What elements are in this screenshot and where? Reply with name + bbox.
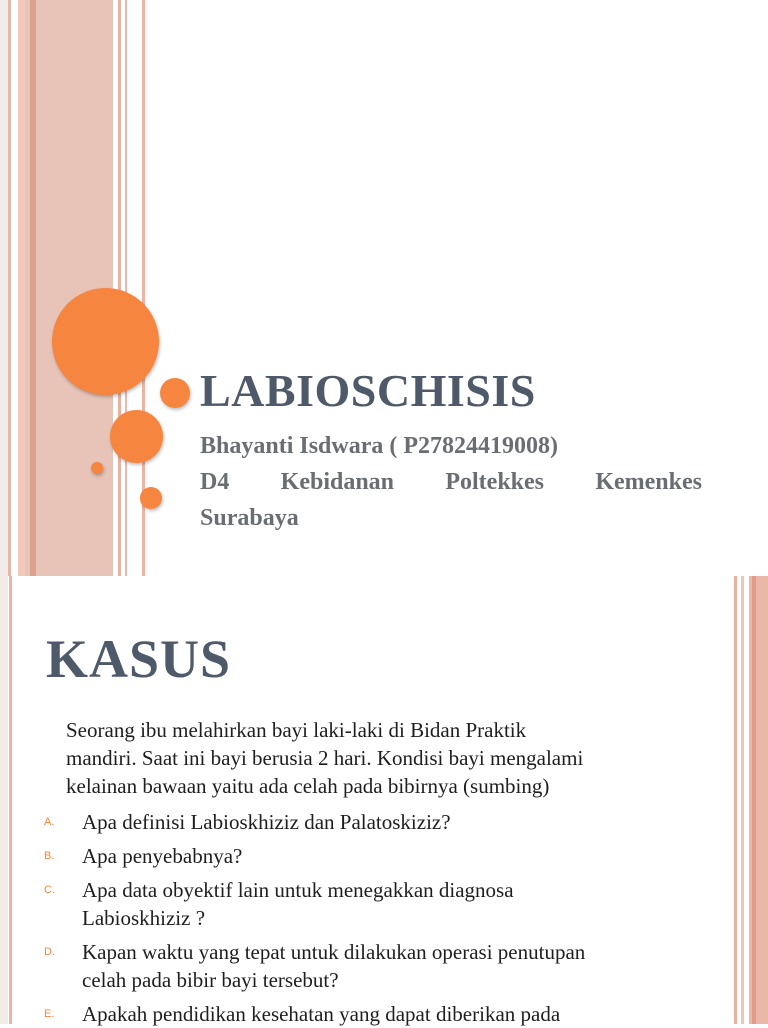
question-text: Apakah pendidikan kesehatan yang dapat diberikan pada (82, 1002, 561, 1026)
case-description-line: mandiri. Saat ini bayi berusia 2 hari. Kondisi bayi mengalami (66, 746, 584, 770)
case-description-line: kelainan bawaan yaitu ada celah pada bibirnya (sumbing) (66, 774, 550, 798)
decorative-circle-large (52, 288, 159, 395)
decorative-stripe (752, 576, 756, 1024)
decorative-stripe (734, 576, 737, 1024)
slide-subtitle (200, 428, 702, 536)
decorative-stripe (0, 576, 8, 1024)
list-item (44, 938, 684, 994)
decorative-stripe (0, 0, 8, 576)
decorative-stripe (125, 0, 127, 576)
question-list (44, 808, 684, 1028)
list-item (44, 876, 684, 932)
decorative-stripe (741, 576, 744, 1024)
list-item (44, 808, 684, 836)
decorative-stripe (9, 576, 12, 1024)
institution-line-2: Surabaya (200, 505, 299, 531)
case-description (66, 716, 686, 800)
decorative-stripe (18, 0, 25, 576)
list-marker: A. (44, 816, 55, 828)
case-title: KASUS (46, 629, 232, 689)
list-marker: E. (44, 1008, 55, 1020)
decorative-circle-small (91, 462, 103, 474)
decorative-stripe (30, 0, 36, 576)
list-marker: C. (44, 884, 55, 896)
decorative-circle (140, 487, 162, 509)
slide-title: LABIOSCHISIS (200, 365, 536, 416)
question-text: Apa definisi Labioskhiziz dan Palatoskiziz? (82, 810, 451, 834)
decorative-stripe (8, 0, 11, 576)
author-line: Bhayanti Isdwara ( P27824419008) (200, 433, 559, 459)
question-text: Labioskhiziz ? (82, 906, 206, 930)
institution-line: D4 Kebidanan Poltekkes Kemenkes (200, 469, 702, 495)
question-text: Kapan waktu yang tepat untuk dilakukan operasi penutupan (82, 940, 586, 964)
list-marker: D. (44, 946, 55, 958)
case-description-line: Seorang ibu melahirkan bayi laki-laki di Bidan Praktik (66, 718, 527, 742)
question-text: celah pada bibir bayi tersebut? (82, 968, 339, 992)
decorative-circle (160, 378, 190, 408)
decorative-stripe (118, 0, 121, 576)
question-text: Apa data obyektif lain untuk menegakkan diagnosa (82, 878, 514, 902)
list-marker: B. (44, 850, 55, 862)
list-item (44, 842, 684, 870)
question-text: Apa penyebabnya? (82, 844, 243, 868)
decorative-circle (110, 410, 163, 463)
